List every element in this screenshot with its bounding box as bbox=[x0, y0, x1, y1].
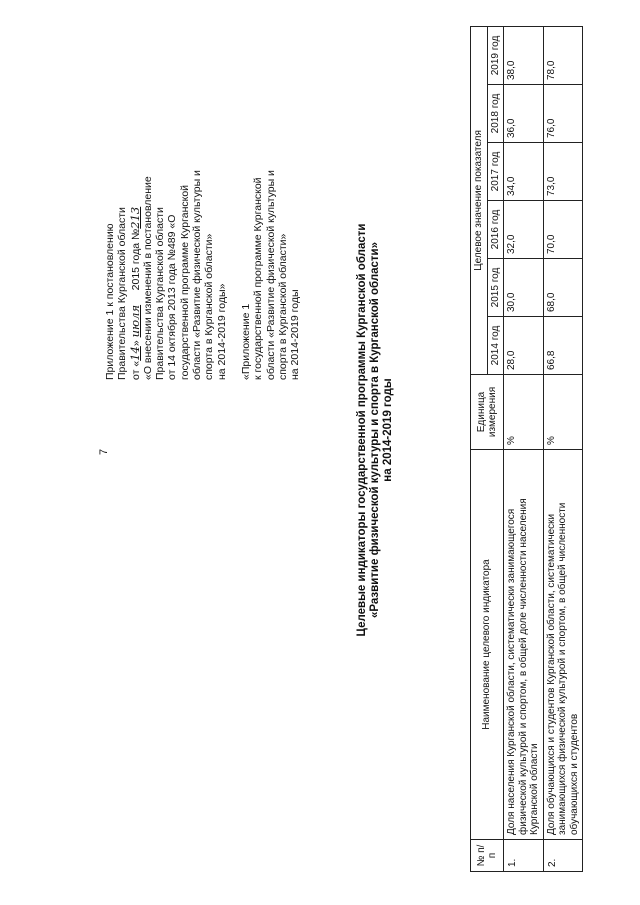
appendix-line: Правительства Курганской области bbox=[154, 207, 167, 380]
appendix-line: Приложение 1 к постановлению bbox=[104, 223, 116, 380]
table-row bbox=[504, 26, 544, 871]
document-title bbox=[356, 50, 395, 810]
header-year: 2016 год bbox=[487, 201, 504, 259]
row-value: 68,0 bbox=[543, 259, 583, 317]
row-value: 28,0 bbox=[504, 317, 544, 375]
handwritten-number: 213 bbox=[127, 206, 142, 229]
quote-line: области «Развитие физической культуры и bbox=[264, 170, 277, 380]
appendix-line: государственной программе Курганской bbox=[178, 184, 191, 380]
title-line: на 2014-2019 годы bbox=[382, 378, 394, 482]
table-header-row bbox=[471, 26, 488, 871]
header-num: № п/п bbox=[471, 840, 504, 872]
appendix-header bbox=[104, 40, 301, 380]
table-row bbox=[543, 26, 583, 871]
header-year: 2019 год bbox=[487, 26, 504, 84]
appendix-line: на 2014-2019 годы» bbox=[215, 283, 228, 380]
row-name: Доля населения Курганской области, систематически занимающегося физической культурой и спортом, в общей доле численности населения Курганской области bbox=[504, 450, 544, 840]
row-value: 34,0 bbox=[504, 143, 544, 201]
quote-line: спорта в Курганской области» bbox=[276, 233, 289, 380]
row-value: 36,0 bbox=[504, 85, 544, 143]
header-year: 2015 год bbox=[487, 259, 504, 317]
row-value: 66,8 bbox=[543, 317, 583, 375]
quote-line: «Приложение 1 bbox=[239, 303, 252, 380]
row-value: 30,0 bbox=[504, 259, 544, 317]
row-value: 78,0 bbox=[543, 26, 583, 84]
header-year: 2018 год bbox=[487, 85, 504, 143]
quote-line: на 2014-2019 годы bbox=[289, 289, 302, 380]
appendix-date-line: от «14» июля 2015 года №213 bbox=[127, 206, 142, 380]
appendix-line: от 14 октября 2013 года №489 «О bbox=[166, 214, 179, 380]
row-value: 76,0 bbox=[543, 85, 583, 143]
handwritten-month: июля bbox=[127, 304, 142, 338]
rotated-page-content bbox=[30, 20, 590, 880]
row-name: Доля обучающихся и студентов Курганской области, систематически занимающихся физической культурой и спортом, в общей численности обучающихся и студентов bbox=[543, 450, 583, 840]
row-unit: % bbox=[543, 375, 583, 450]
header-name: Наименование целевого индикатора bbox=[471, 450, 504, 840]
row-value: 38,0 bbox=[504, 26, 544, 84]
header-year: 2014 год bbox=[487, 317, 504, 375]
quote-line: к государственной программе Курганской bbox=[252, 177, 265, 380]
page-number: 7 bbox=[98, 448, 110, 455]
row-value: 32,0 bbox=[504, 201, 544, 259]
header-year: 2017 год bbox=[487, 143, 504, 201]
header-target-group: Целевое значение показателя bbox=[471, 26, 488, 374]
indicators-table bbox=[470, 26, 583, 872]
appendix-line: Правительства Курганской области bbox=[116, 207, 129, 380]
row-num: 2. bbox=[543, 840, 583, 872]
appendix-line: спорта в Курганской области» bbox=[203, 233, 216, 380]
row-unit: % bbox=[504, 375, 544, 450]
row-value: 73,0 bbox=[543, 143, 583, 201]
row-num: 1. bbox=[504, 840, 544, 872]
appendix-line: «О внесении изменений в постановление bbox=[141, 176, 154, 380]
header-unit: Единица измерения bbox=[471, 375, 504, 450]
handwritten-day: 14 bbox=[127, 346, 142, 361]
title-line: «Развитие физической культуры и спорта в Курганской области» bbox=[369, 241, 381, 619]
row-value: 70,0 bbox=[543, 201, 583, 259]
title-line: Целевые индикаторы государственной программы Курганской области bbox=[356, 223, 368, 637]
appendix-line: области «Развитие физической культуры и bbox=[191, 170, 204, 380]
